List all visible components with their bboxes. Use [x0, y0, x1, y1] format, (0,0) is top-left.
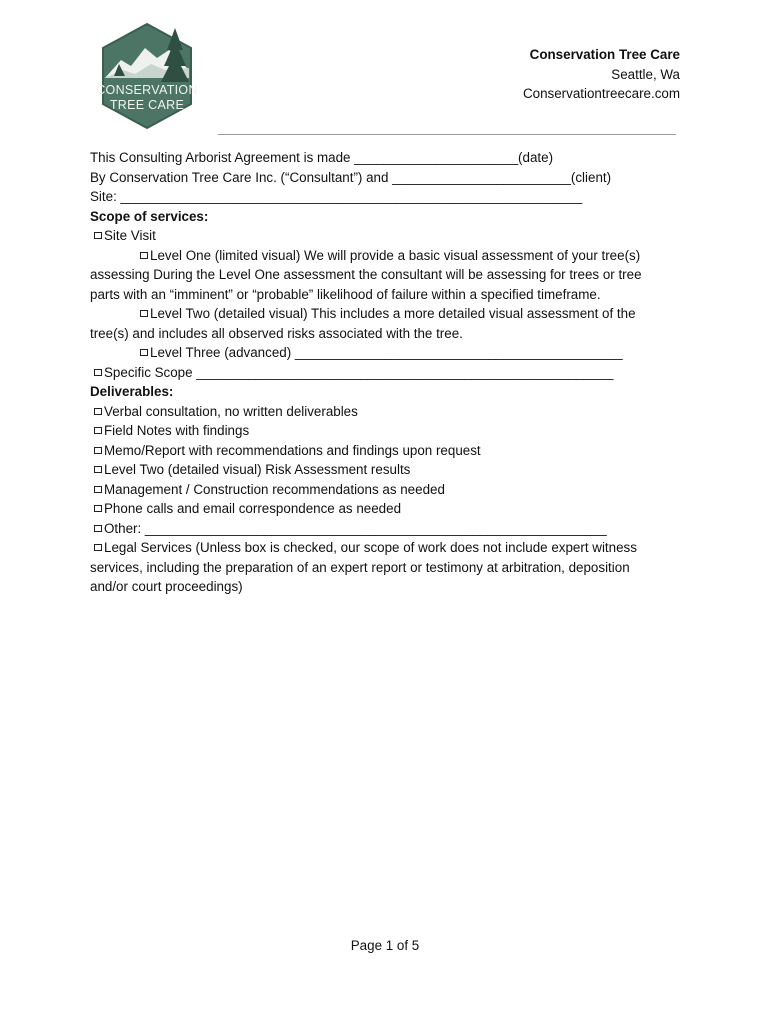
deliverable-item — [90, 421, 670, 441]
deliverable-item — [90, 519, 670, 539]
checkbox-icon[interactable] — [94, 427, 102, 434]
company-city: Seattle, Wa — [611, 66, 680, 82]
deliverable-label: Legal Services (Unless box is checked, our scope of work does not include expert witness services, including the preparation of an expert report or testimony at arbitration, deposition and/or court proceedings) — [90, 540, 637, 594]
deliverable-label: Management / Construction recommendations as needed — [104, 481, 445, 497]
checkbox-icon[interactable] — [94, 486, 102, 493]
company-logo — [95, 20, 199, 132]
deliverables-heading: Deliverables: — [90, 384, 174, 399]
company-header — [523, 45, 680, 104]
deliverable-label: Verbal consultation, no written deliverables — [104, 403, 358, 419]
checkbox-icon[interactable] — [140, 252, 148, 259]
agreement-date-line: This Consulting Arborist Agreement is made ______________________(date) — [90, 150, 554, 165]
page-number: Page 1 of 5 — [350, 938, 420, 953]
checkbox-icon[interactable] — [94, 544, 102, 551]
checkbox-icon[interactable] — [94, 447, 102, 454]
deliverable-item — [90, 480, 670, 500]
checkbox-icon[interactable] — [94, 505, 102, 512]
checkbox-icon[interactable] — [140, 349, 148, 356]
deliverable-label: Memo/Report with recommendations and findings upon request — [104, 442, 481, 458]
header-divider — [218, 134, 676, 135]
agreement-client-line: By Conservation Tree Care Inc. (“Consultant”) and ________________________(client) — [90, 169, 612, 185]
company-website: Conservationtreecare.com — [522, 86, 680, 101]
scope-heading: Scope of services: — [90, 208, 209, 224]
scope-level-three — [90, 343, 670, 363]
deliverable-item — [90, 441, 670, 461]
checkbox-icon[interactable] — [94, 369, 102, 376]
deliverable-item — [90, 499, 670, 519]
company-name: Conservation Tree Care — [529, 47, 680, 62]
deliverable-item-legal — [90, 538, 670, 597]
deliverable-label: Field Notes with findings — [104, 423, 250, 438]
agreement-site-line: Site: ______________________________________________________________ — [90, 189, 583, 204]
scope-level-one-label: Level One (limited visual) We will provide a basic visual assessment of your tree(s) assessing During the Level One assessment the consultant will be assessing for trees or tree parts with an “imminent” or “probable” likelihood of failure within a specified timeframe. — [90, 247, 642, 302]
checkbox-icon[interactable] — [140, 310, 148, 317]
scope-level-one — [90, 246, 670, 305]
logo-text-line1: CONSERVATION — [96, 83, 198, 97]
checkbox-icon[interactable] — [94, 466, 102, 473]
scope-specific-label: Specific Scope ________________________________________________________ — [104, 364, 614, 380]
checkbox-icon[interactable] — [94, 525, 102, 532]
deliverable-item — [90, 460, 670, 480]
checkbox-icon[interactable] — [94, 408, 102, 415]
scope-level-two-label: Level Two (detailed visual) This includes a more detailed visual assessment of the tree(s) and includes all observed risks associated with the tree. — [90, 306, 636, 341]
checkbox-icon[interactable] — [94, 232, 102, 239]
scope-site-visit — [90, 226, 670, 246]
deliverable-label: Other: ______________________________________________________________ — [104, 520, 607, 536]
scope-level-two — [90, 304, 670, 343]
scope-site-visit-label: Site Visit — [104, 228, 156, 243]
logo-text-line2: TREE CARE — [109, 98, 185, 112]
agreement-body — [90, 148, 670, 597]
deliverable-item — [90, 402, 670, 422]
scope-level-three-label: Level Three (advanced) ____________________________________________ — [150, 345, 623, 360]
deliverable-label: Level Two (detailed visual) Risk Assessment results — [104, 462, 411, 477]
scope-specific — [90, 363, 670, 383]
deliverable-label: Phone calls and email correspondence as needed — [104, 501, 402, 516]
logo-badge-graphic — [95, 20, 199, 132]
